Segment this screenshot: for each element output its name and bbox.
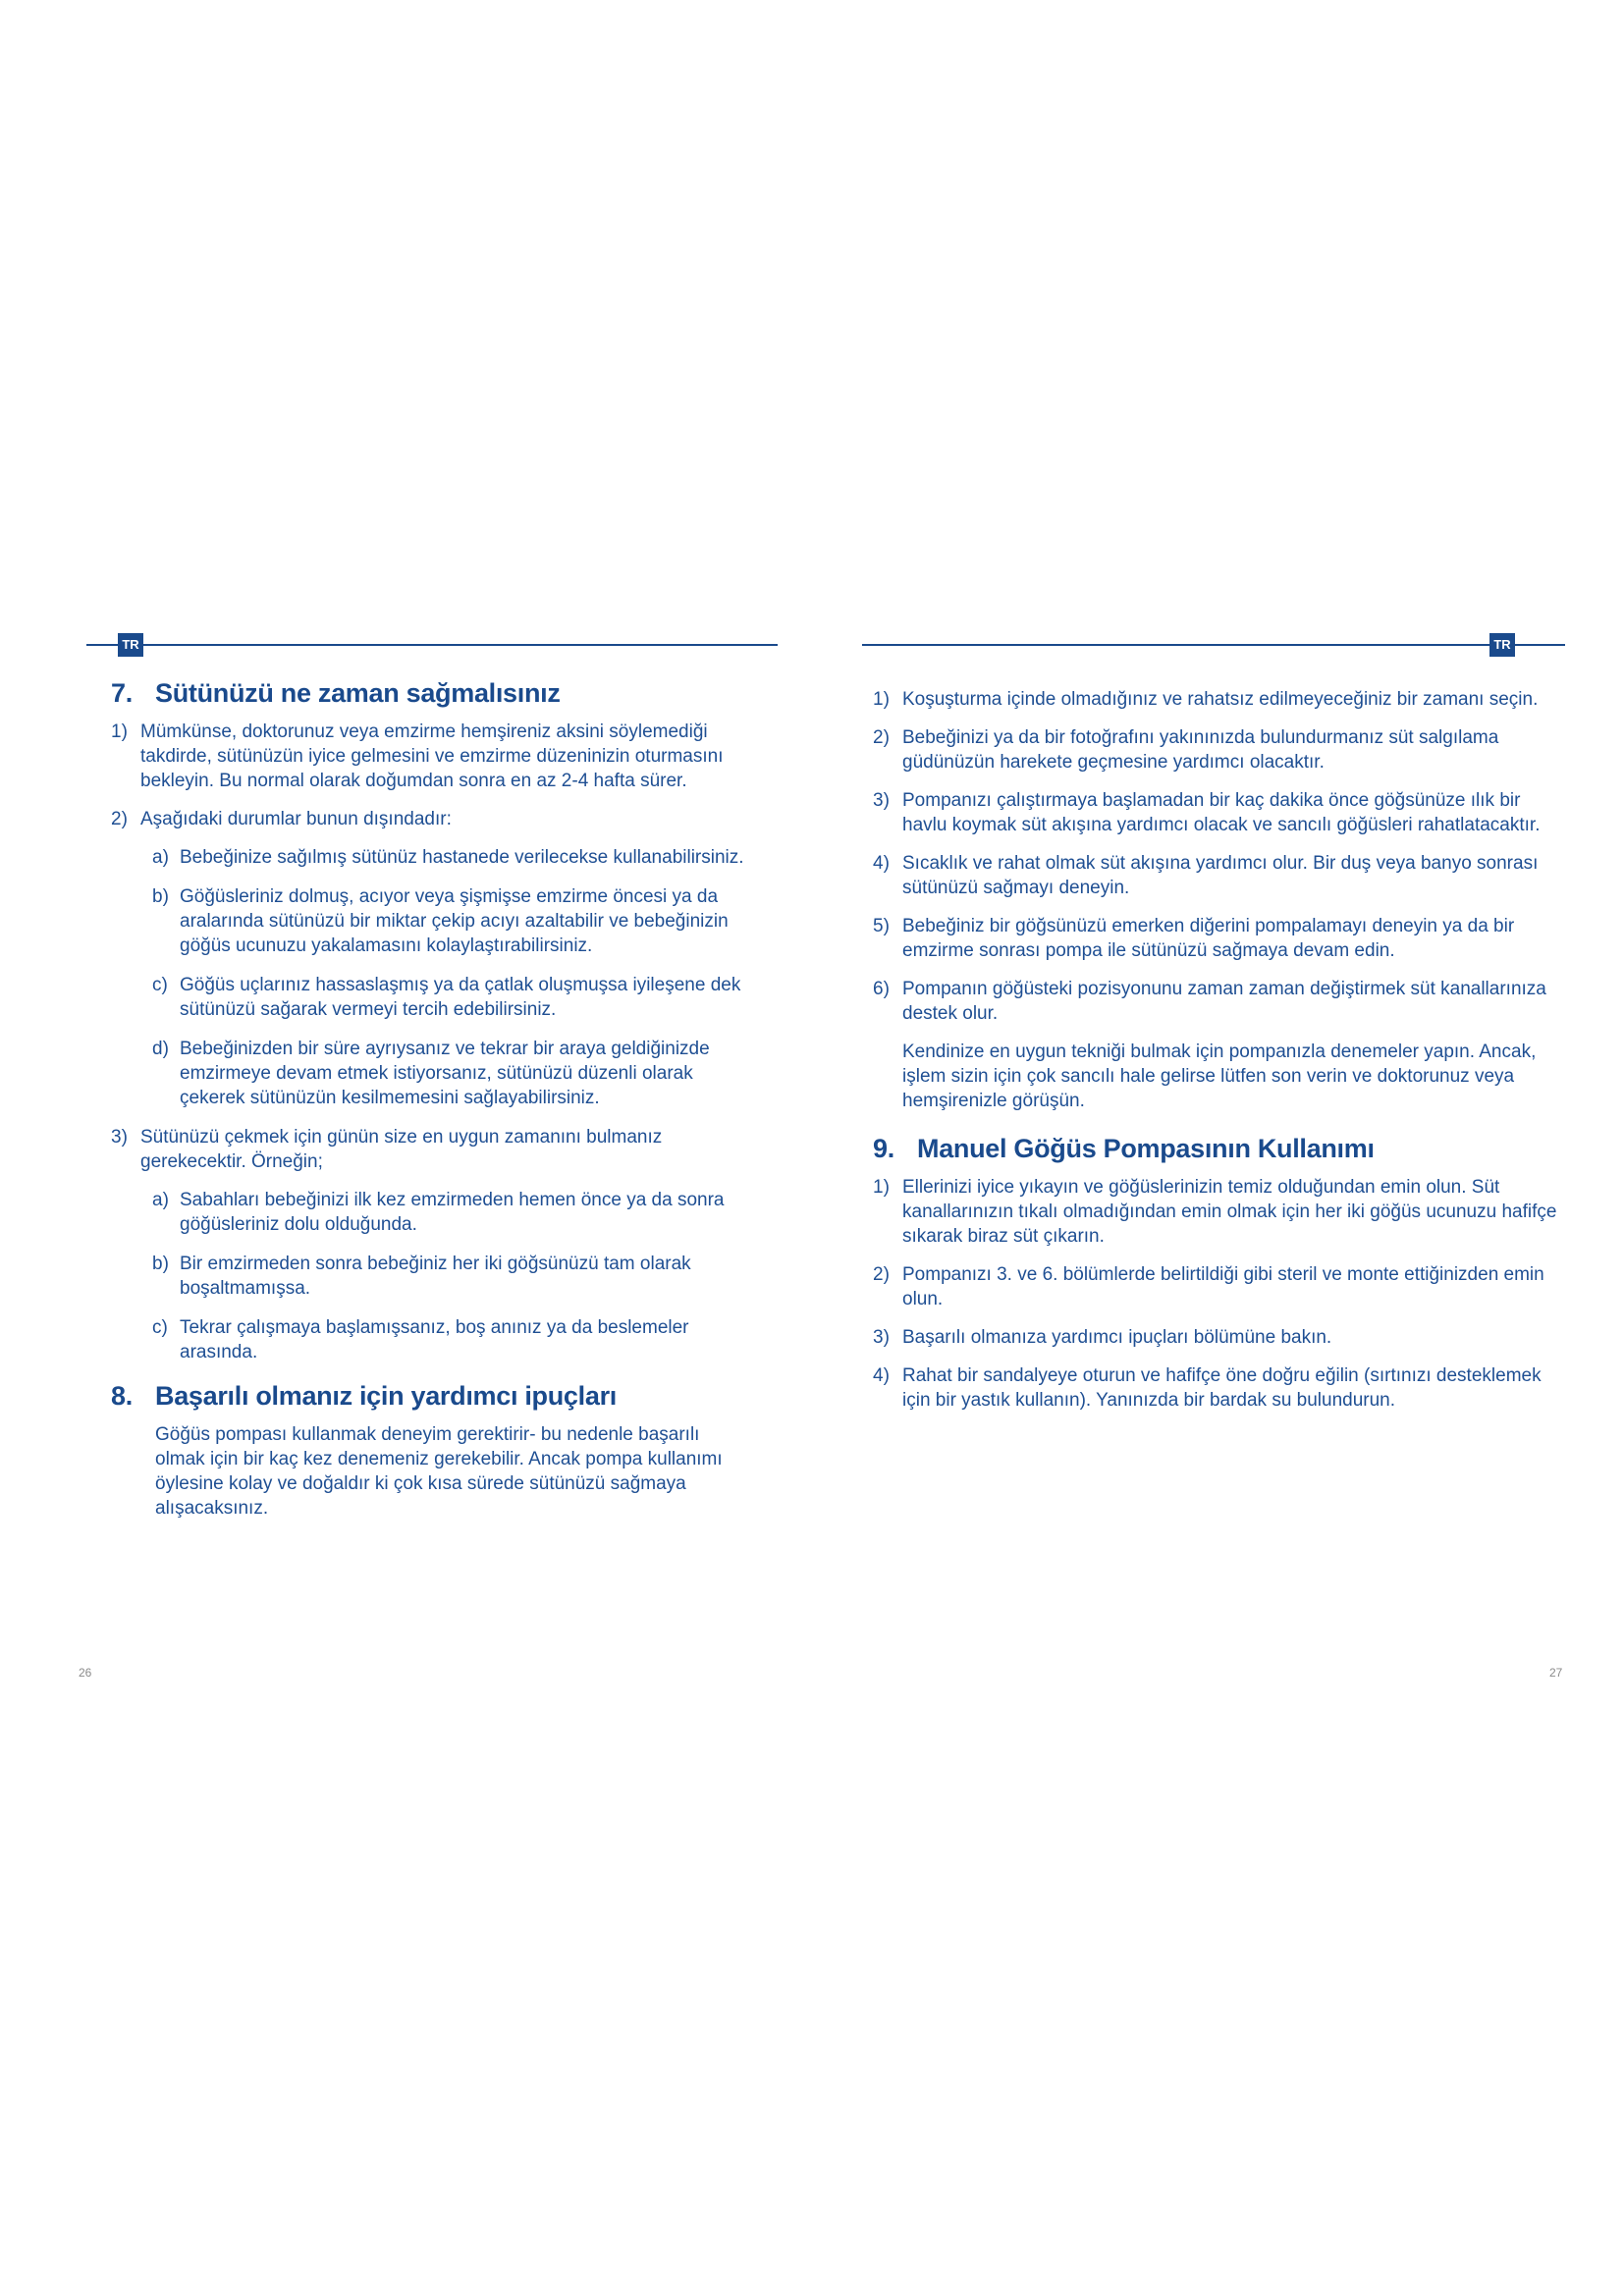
section-title: Başarılı olmanız için yardımcı ipuçları — [155, 1381, 617, 1411]
item-text: Sabahları bebeğinizi ilk kez emzirmeden hemen önce ya da sonra göğüsleriniz dolu olduğunda. — [180, 1190, 725, 1235]
item-text: Tekrar çalışmaya başlamışsanız, boş anınız ya da beslemeler arasında. — [180, 1317, 689, 1362]
item-text: Pompanın göğüsteki pozisyonunu zaman zaman değiştirmek süt kanallarınıza destek olur. — [902, 979, 1546, 1024]
item-index: b) — [152, 886, 169, 907]
item-text: Aşağıdaki durumlar bunun dışındadır: — [140, 809, 452, 829]
section-8-heading — [111, 1381, 749, 1411]
tip-note: Kendinize en uygun tekniği bulmak için pompanızla denemeler yapın. Ancak, işlem sizin için çok sancılı hale gelirse lütfen son verin ve doktorunuz veya hemşirenizle görüşün. — [902, 1041, 1537, 1111]
list-item — [873, 1363, 1560, 1413]
sub-list-item — [111, 1037, 749, 1110]
section-number: 9. — [873, 1134, 894, 1163]
item-index: 1) — [873, 689, 890, 710]
header-rule — [86, 644, 778, 646]
list-item — [873, 1175, 1560, 1249]
header-rule — [862, 644, 1565, 646]
section-8-paragraph: Göğüs pompası kullanmak deneyim gerektirir- bu nedenle başarılı olmak için bir kaç kez denemeniz gerekebilir. Ancak pompa kullanımı öylesine kolay ve doğaldır ki çok kısa sürede sütünüzü sağmaya alışacaksınız. — [155, 1424, 723, 1519]
item-text: Bebeğinize sağılmış sütünüz hastanede verilecekse kullanabilirsiniz. — [180, 847, 744, 868]
item-text: Bebeğinizi ya da bir fotoğrafını yakınınızda bulundurmanız süt salgılama güdünüzün harekete geçmesine yardımcı olacaktır. — [902, 727, 1499, 773]
section-number: 7. — [111, 678, 133, 708]
sub-list-item — [111, 973, 749, 1022]
language-badge: TR — [1489, 633, 1515, 657]
item-text: Göğüsleriniz dolmuş, acıyor veya şişmişse emzirme öncesi ya da aralarında sütünüzü bir miktar çekip acıyı azaltabilir ve bebeğinizin göğüs ucunuzu yakalamasını kolaylaştırabilirsiniz. — [180, 886, 729, 956]
item-text: Ellerinizi iyice yıkayın ve göğüslerinizin temiz olduğundan emin olun. Süt kanallarınızın tıkalı olmadığından emin olmak için her iki göğüs ucunuzu hafifçe sıkarak biraz süt çıkarın. — [902, 1177, 1557, 1247]
section-number: 8. — [111, 1381, 133, 1411]
list-item — [111, 1125, 749, 1174]
list-item — [873, 687, 1560, 712]
page-number: 26 — [79, 1666, 92, 1680]
list-item — [873, 851, 1560, 900]
item-text: Sütünüzü çekmek için günün size en uygun zamanını bulmanız gerekecektir. Örneğin; — [140, 1127, 663, 1172]
item-index: 2) — [111, 809, 128, 829]
page-number: 27 — [1549, 1666, 1563, 1680]
item-index: b) — [152, 1254, 169, 1274]
sub-list-item — [111, 1252, 749, 1301]
section-9-heading — [873, 1134, 1560, 1163]
item-text: Mümkünse, doktorunuz veya emzirme hemşireniz aksini söylemediği takdirde, sütünüzün iyice gelmesini ve emzirme düzeninizin oturmasını bekleyin. Bu normal olarak doğumdan sonra en az 2-4 hafta sürer. — [140, 721, 724, 791]
section-title: Sütünüzü ne zaman sağmalısınız — [155, 678, 561, 708]
item-index: 1) — [873, 1177, 890, 1198]
item-text: Koşuşturma içinde olmadığınız ve rahatsız edilmeyeceğiniz bir zamanı seçin. — [902, 689, 1539, 710]
item-text: Sıcaklık ve rahat olmak süt akışına yardımcı olur. Bir duş veya banyo sonrası sütünüzü sağmayı deneyin. — [902, 853, 1539, 898]
list-item — [873, 788, 1560, 837]
section-title: Manuel Göğüs Pompasının Kullanımı — [917, 1134, 1375, 1163]
list-item — [873, 725, 1560, 774]
list-item — [873, 914, 1560, 963]
list-item — [873, 977, 1560, 1113]
language-badge: TR — [118, 633, 143, 657]
item-text: Pompanızı çalıştırmaya başlamadan bir kaç dakika önce göğsünüze ılık bir havlu koymak süt akışına yardımcı olacak ve sancılı göğüsleri rahatlatacaktır. — [902, 790, 1541, 835]
list-item — [111, 720, 749, 793]
item-text: Rahat bir sandalyeye oturun ve hafifçe öne doğru eğilin (sırtınızı desteklemek için bir yastık kullanın). Yanınızda bir bardak su bulundurun. — [902, 1365, 1542, 1411]
list-item — [873, 1262, 1560, 1311]
sub-list-item — [111, 845, 749, 870]
item-index: 2) — [873, 1264, 890, 1285]
item-text: Bir emzirmeden sonra bebeğiniz her iki göğsünüzü tam olarak boşaltmamışsa. — [180, 1254, 691, 1299]
item-index: 4) — [873, 1365, 890, 1386]
item-index: 6) — [873, 979, 890, 999]
item-index: a) — [152, 1190, 169, 1210]
item-index: 3) — [111, 1127, 128, 1148]
item-index: c) — [152, 975, 168, 995]
item-index: 4) — [873, 853, 890, 874]
item-text: Pompanızı 3. ve 6. bölümlerde belirtildiği gibi steril ve monte ettiğinizden emin olun. — [902, 1264, 1544, 1309]
left-content — [111, 678, 749, 1538]
item-text: Bebeğinizden bir süre ayrıysanız ve tekrar bir araya geldiğinizde emzirmeye devam etmek istiyorsanız, sütünüzü düzenli olarak çekerek sütünüzün kesilmemesini sağlayabilirsiniz. — [180, 1039, 710, 1108]
item-index: 3) — [873, 790, 890, 811]
item-index: a) — [152, 847, 169, 868]
list-item — [873, 1325, 1560, 1350]
sub-list-item — [111, 1315, 749, 1364]
right-page — [812, 0, 1624, 2296]
item-text: Bebeğiniz bir göğsünüzü emerken diğerini pompalamayı deneyin ya da bir emzirme sonrası pompa ile sütünüzü sağmaya devam edin. — [902, 916, 1515, 961]
item-index: d) — [152, 1039, 169, 1059]
item-index: 5) — [873, 916, 890, 936]
item-index: c) — [152, 1317, 168, 1338]
sub-list-item — [111, 884, 749, 958]
right-content — [873, 687, 1560, 1426]
section-7-heading — [111, 678, 749, 708]
item-text: Başarılı olmanıza yardımcı ipuçları bölümüne bakın. — [902, 1327, 1332, 1348]
item-index: 1) — [111, 721, 128, 742]
sub-list-item — [111, 1188, 749, 1237]
list-item — [111, 807, 749, 831]
item-text: Göğüs uçlarınız hassaslaşmış ya da çatlak oluşmuşsa iyileşene dek sütünüzü sağarak vermeyi tercih edebilirsiniz. — [180, 975, 741, 1020]
item-index: 2) — [873, 727, 890, 748]
item-index: 3) — [873, 1327, 890, 1348]
